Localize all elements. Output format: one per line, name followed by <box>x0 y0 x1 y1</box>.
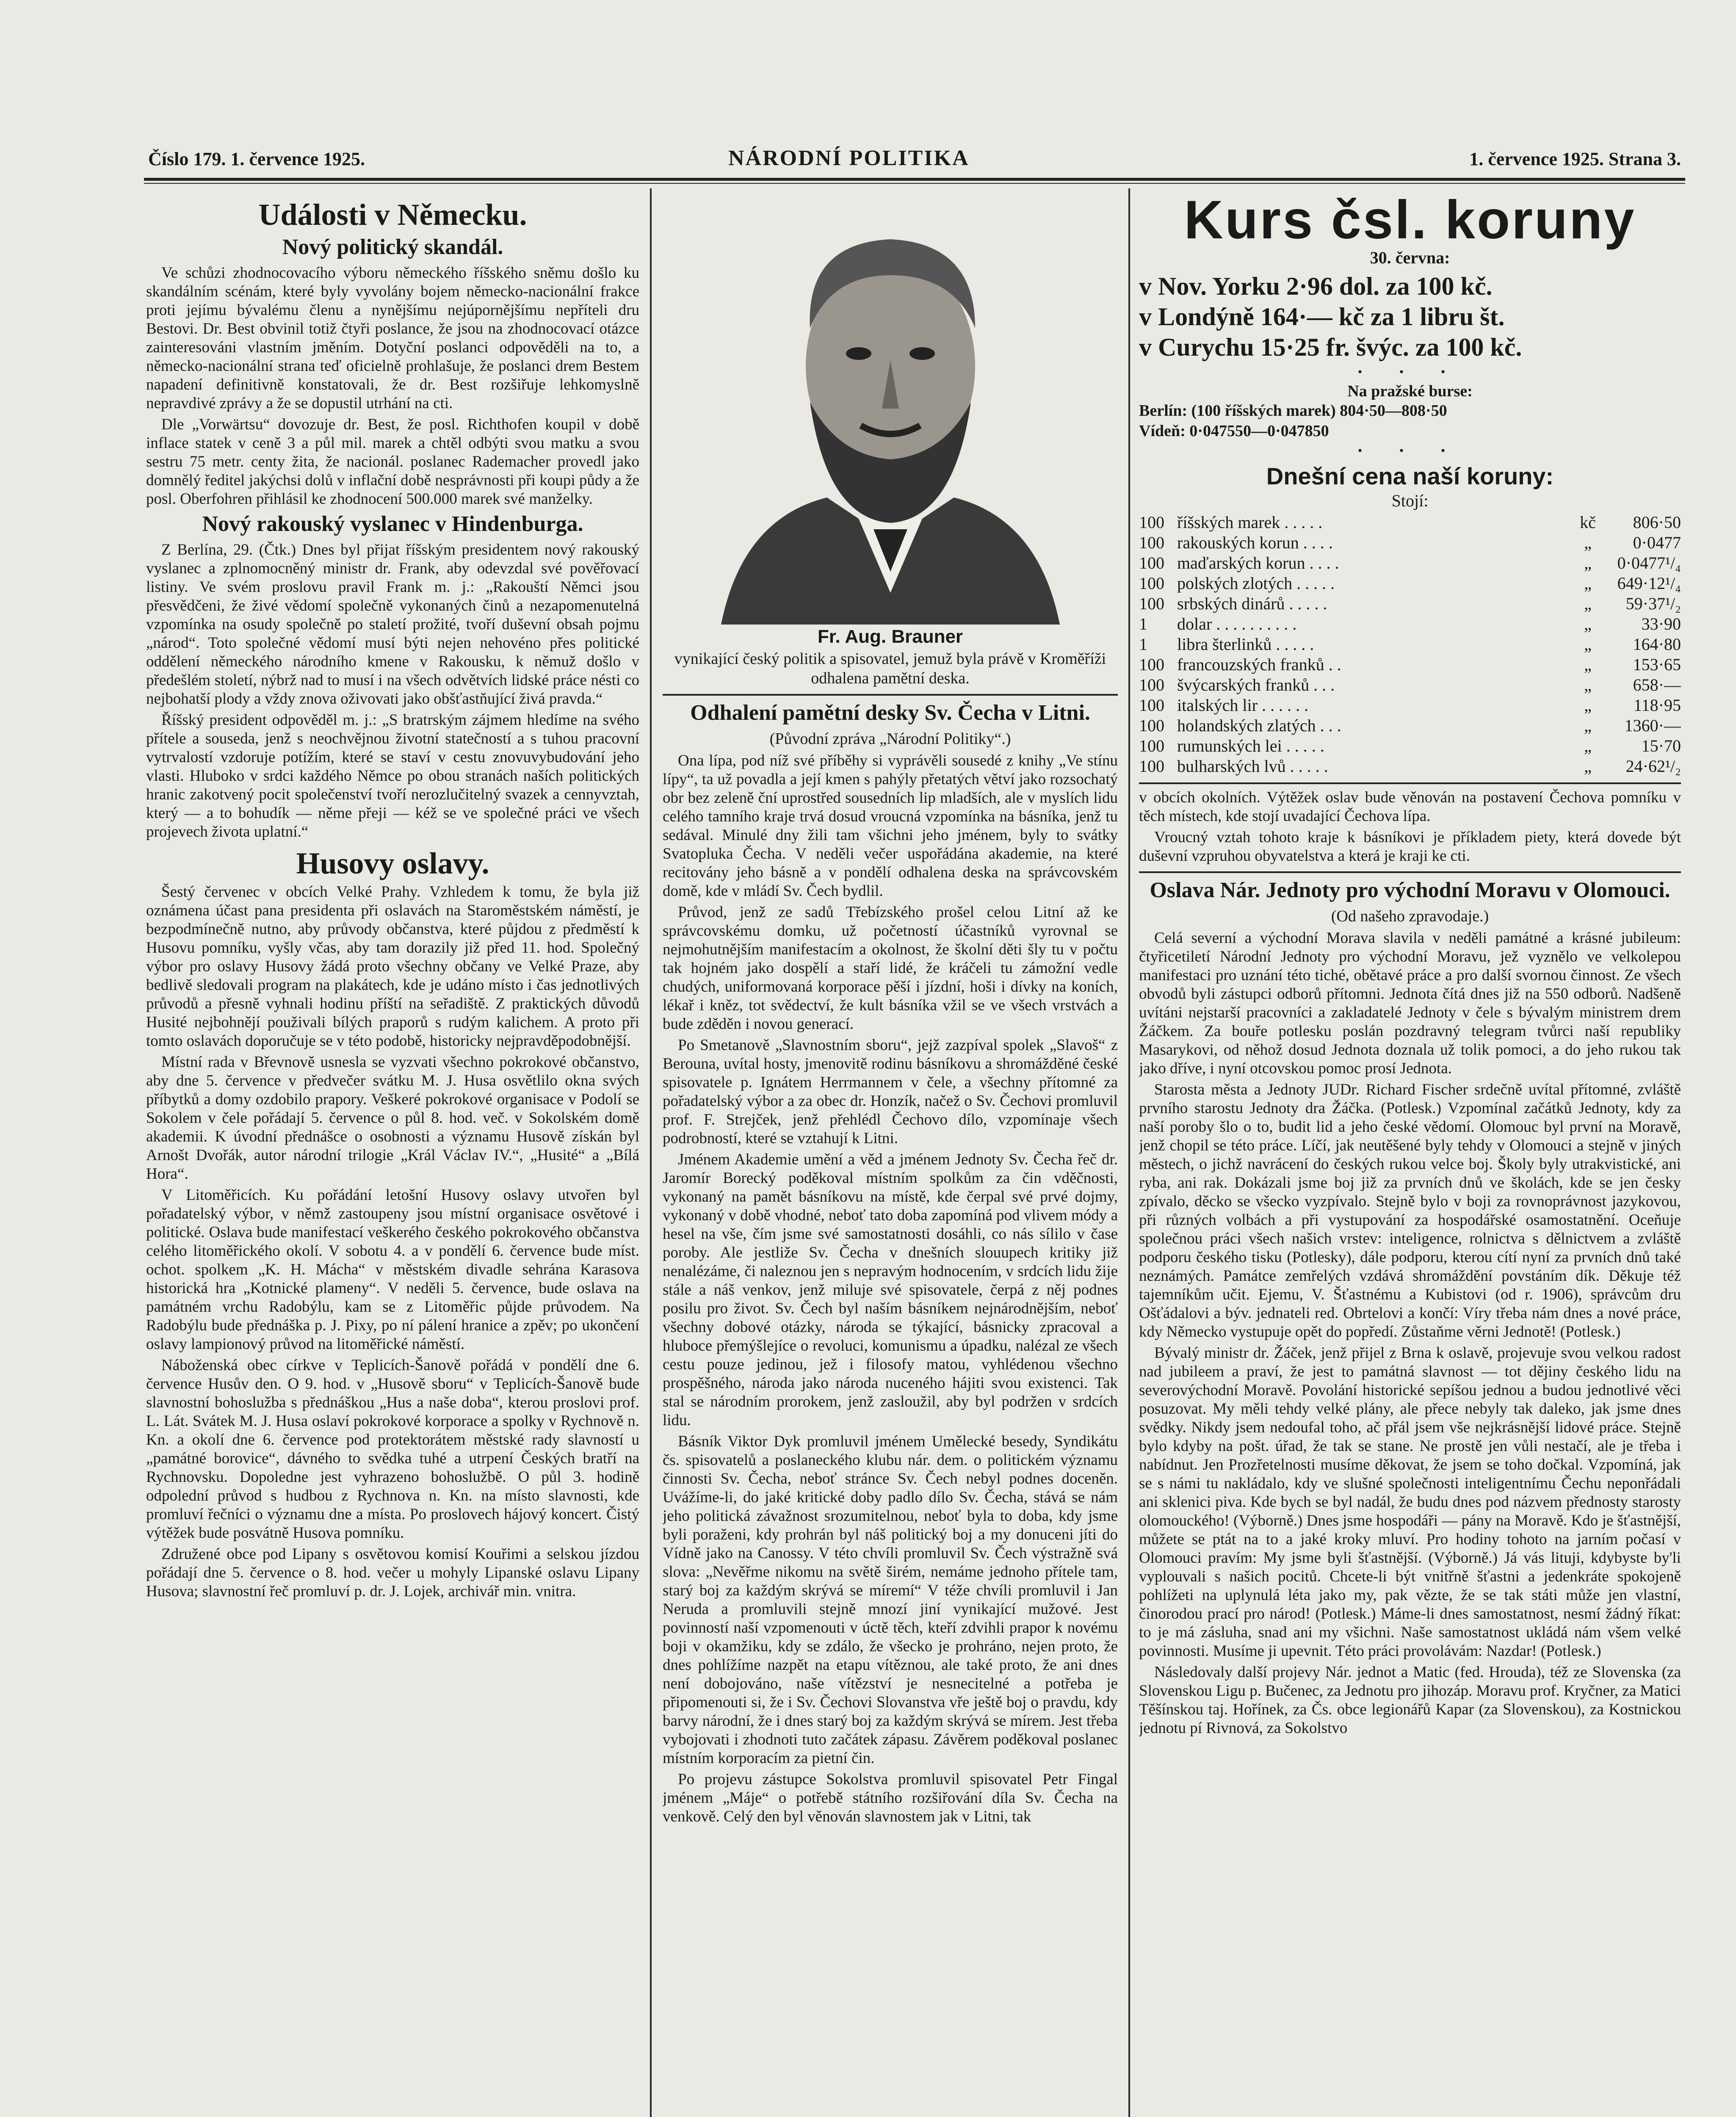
currency-cell-v: 0·0477¹/₄ <box>1617 553 1681 572</box>
section-rule <box>1139 871 1681 873</box>
currency-row <box>1139 695 1681 716</box>
currency-row <box>1139 573 1681 594</box>
separator-stars: • • • <box>1357 444 1462 458</box>
paragraph: Ve schůzi zhodnocovacího výboru německého říšského sněmu došlo ku skandálním scénám, které byly vyvolány bojem německo-nacionální frakce proti jejímu bývalému členu a nynějšímu nejúpornějšímu nepříteli dru Bestovi. Dr. Best obvinil totiž čtyři poslance, že jsou na zhodnocovací otázce zainteresováni vlastním jměním. Dotyční poslanci odpověděli na to, a německo-nacionální strana teď oficielně prohlašuje, že poslanci drem Bestem napadení definitivně konstatovali, že dr. Best rozšiřuje lehkomyslně nepravdivé zprávy a že se dopustil utrhání na cti. <box>146 264 639 412</box>
currency-cell-v: 164·80 <box>1633 635 1681 654</box>
currency-row <box>1139 533 1681 553</box>
currency-cell-q: 100 <box>1139 655 1164 674</box>
currency-value-heading: Dnešní cena naší koruny: <box>1266 463 1554 489</box>
currency-cell-v: 59·37¹/₂ <box>1625 594 1681 613</box>
currency-cell-v: 1360·— <box>1624 716 1681 735</box>
currency-cell-v: 33·90 <box>1641 614 1681 633</box>
paragraph: Ona lípa, pod níž své příběhy si vyprávěli sousedé z knihy „Ve stínu lípy“, ta už povadla a její kmen s pahýly přetatých větví jako rozsochatý obr bez zeleně ční uprostřed sousedních lip mladších, ale v myslích lidu celého tamního kraje trvá dosud vroucná vzpomínka na básníka, jenž tu sedával. Minulé dny žili tam všichni jeho jménem, byly to svátky Svatopluka Čecha. V neděli večer uspořádána akademie, na které recitovány jeho básně a v pondělí odhalena deska na správcovském domě, kde v mládí Sv. Čech bydlil. <box>663 752 1118 900</box>
currency-cell-q: 100 <box>1139 533 1164 552</box>
article-subtitle: Nový politický skandál. <box>282 235 503 259</box>
paragraph: Básník Viktor Dyk promluvil jménem Umělecké besedy, Syndikátu čs. spisovatelů a poslaneckého klubu nár. dem. o politickém významu činnosti Sv. Čecha, neboť stránce Sv. Čech nebyl podnes doceněn. Uvážíme-li, do jaké kritické doby padlo dílo Sv. Čecha, stává se nám jeho politická závažnost srozumitelnou, neboť byla to doba, kdy jsme byli poraženi, kdy prohrán byl náš politický boj a my donuceni jíti do Vídně jako na Canossy. V této chvíli promluvil Sv. Čech výstražně svá slova: „Nevěřme nikomu na světě širém, nemáme jednoho přítele tam, starý boj za každým skrývá se míremí“ V téže chvíli promluvil i Jan Neruda a promluvili stejně mnozí jiní vynikající mužové. Jest povinností naší vzpomenouti v úctě těch, kteří zdvihli prapor k novému boji v okamžiku, kdy se zdálo, že všecko je prohráno, nejen proto, že dnes pohlížíme nazpět na etapu vítěznou, ale také proto, že ani dnes není dobojováno, naše vítězství je nesnecitelné a potřeba je připomenouti si, že i Sv. Čechovi Slovanstva vře ještě boj o pravdu, kdy barvy národní, že i dnes starý boj za každým skrývá se mírem. Jest třeba vybojovati i zhodnoti tuto začátek zápasu. Závěrem poděkoval poslanec místním korporacím za pietní čin. <box>663 1433 1118 1767</box>
column-2 <box>663 193 1118 2117</box>
paragraph: Následovaly další projevy Nár. jednot a Matic (fed. Hrouda), též ze Slovenska (za Slovenskou Ligu p. Bučenec, za Jednotu pro jihozáp. Moravu prof. Kryčner, za Matici Těšínskou taj. Hořínek, za Čs. obce legionářů Kapar (za Slovenskou), za Kostnickou jednotu pí Rivnová, za Sokolstvo <box>1139 1664 1681 1737</box>
currency-cell-u: „ <box>1584 635 1592 654</box>
currency-row <box>1139 756 1681 777</box>
currency-cell-v: 658·— <box>1633 675 1681 694</box>
currency-cell-v: 649·12¹/₄ <box>1617 574 1681 593</box>
currency-row <box>1139 594 1681 614</box>
burse-line: Vídeň: 0·047550—0·047850 <box>1139 422 1329 440</box>
currency-cell-u: „ <box>1584 736 1592 755</box>
currency-cell-q: 100 <box>1139 574 1164 593</box>
currency-cell-v: 24·62¹/₂ <box>1625 757 1681 776</box>
currency-cell-q: 100 <box>1139 513 1164 532</box>
currency-cell-u: „ <box>1584 594 1592 613</box>
currency-cell-u: „ <box>1584 696 1592 715</box>
header-rule <box>144 178 1685 181</box>
currency-cell-u: „ <box>1584 675 1592 694</box>
currency-cell-n: francouzských franků . . <box>1177 655 1341 674</box>
paragraph: Vroucný vztah tohoto kraje k básníkovi je příkladem piety, která dovede být duševní vzpruhou obyvatelstva a která je kraji ke cti. <box>1139 829 1681 865</box>
currency-row <box>1139 634 1681 655</box>
paragraph: Bývalý ministr dr. Žáček, jenž přijel z Brna k oslavě, projevuje svou velkou radost nad jubileem a praví, že jest to památná slavnost — tot dějiny českého lidu na severovýchodní Moravě. Povolání historické sepíšou jednou a budou jednotlivé věci posuzovat. My měli tehdy velké plány, ale přece nebyly tak daleko, jak jsme dnes svědky. Nikdy jsem nedoufal toho, ač přál jsem vše nejkrásnější lidové práce. Stejně bylo kdyby na pošt. úřad, že tak se stane. Ne prostě jen vůli nestačí, ale je třeba i nabídnut. Jen Prozřetelnosti musíme děkovat, že jsem se toho dočkal. Vzpomíná, jak se s námi tu nakládalo, kdy ve slušné společnosti inteligentnímu Čechu neponřádali ani sklenici piva. Kde bych se byl nadál, že budu dnes pod názvem přednosty starosty olomouckého! (Výborně.) Dnes jsme hospodáři — pány na Moravě. Kdo je šťastnější, můžete se ptát na to a jaké kroky mluví. Pro hodiny tohoto na jarním počasí v Olomouci pravím: My jsme byli šťastnější. (Výborně.) Já vás lituji, kdybyste by'li vyplouvali s našich pocitů. Chcete-li být vnitřně šťastni a jedenkráte spokojeně pohlížeti na uplynulá léta jako my, pak vězte, že se tak státi může jen vlastní, činorodou prací pro národ! (Potlesk.) Máme-li dnes samostatnost, nesmí žádný říkat: to je má zásluha, snad ani my všichni. Naše samostatnost ukládá nám všem velké povinnosti. Musíme ji upevnit. Této práci provolávám: Nazdar! (Potlesk.) <box>1139 1344 1681 1660</box>
currency-cell-v: 15·70 <box>1641 736 1681 755</box>
article-title: Nový rakouský vyslanec v Hindenburga. <box>202 512 583 536</box>
currency-cell-u: „ <box>1584 655 1592 674</box>
currency-row <box>1139 655 1681 675</box>
currency-cell-u: „ <box>1584 574 1592 593</box>
currency-cell-u: „ <box>1584 716 1592 735</box>
currency-cell-v: 806·50 <box>1633 513 1681 532</box>
currency-cell-n: rakouských korun . . . . <box>1177 533 1333 552</box>
currency-cell-n: italských lir . . . . . . <box>1177 696 1308 715</box>
section-rule <box>1139 782 1681 784</box>
currency-cell-u: „ <box>1584 553 1592 572</box>
column-divider-1 <box>650 188 652 2117</box>
rate-line: v Nov. Yorku 2·96 dol. za 100 kč. <box>1139 272 1493 300</box>
paragraph: Združené obce pod Lipany s osvětovou komisí Kouřimi a selskou jízdou pořádají dne 5. července o 8. hod. večer u mohyly Lipanské oslavu Lipany Husova; slavnostní řeč promluví p. dr. J. Lojek, archivář min. vnitra. <box>146 1545 639 1600</box>
currency-cell-q: 100 <box>1139 675 1164 694</box>
header-issue: Číslo 179. 1. července 1925. <box>148 149 365 169</box>
rate-line: v Londýně 164·— kč za 1 libru št. <box>1139 303 1505 331</box>
paragraph: Šestý červenec v obcích Velké Prahy. Vzhledem k tomu, že byla již oznámena účast pana presidenta při oslavách na Staroměstském náměstí, je bezpodmínečně nutno, aby průvody občanstva, které půjdou z předměstí k Husovu pomníku, vyšly včas, aby tam dorazily již před 11. hod. Společný výbor pro oslavy Husovy žádá proto všechny občany ve Velké Praze, aby bedlivě sledovali program na plakátech, kde je udáno místo i čas jednotlivých průvodů a přesně vyhnali hodinu příští na seřadiště. Z praktických důvodů Husité nejbohnějí použivali bílých praporů s rudým kalichem. A proto při tomto oslavách doporučuje se v této podobě, historicky nejpravděpodobnější. <box>146 883 639 1050</box>
portrait-caption: vynikající český politik a spisovatel, jemuž byla právě v Kroměříži odhalena pamětní deska. <box>674 650 1106 687</box>
currency-cell-n: bulharských lvů . . . . . <box>1177 757 1328 776</box>
currency-value-subheading: Stojí: <box>1391 491 1429 510</box>
article-title: Oslava Nár. Jednoty pro východní Moravu v Olomouci. <box>1150 878 1670 902</box>
currency-cell-n: srbských dinárů . . . . . <box>1177 594 1327 613</box>
paragraph: V Litoměřicích. Ku pořádání letošní Husovy oslavy utvořen byl pořadatelský výbor, v němž zastoupeny jsou místní organisace osvětové i politické. Oslava bude manifestací veškerého českého pokrokového občanstva celého litoměřického okolí. V sobotu 4. a v pondělí 6. července bude míst. ochot. spolkem „K. H. Mácha“ v městském divadle sehrána Karasova historická hra „Kotnické plameny“. V neděli 5. července, bude oslava na památném vrchu Radobýlu, kam se z Litoměřic půjde průvodem. Na Radobýlu bude přednáška p. J. Pixy, po ní pálení hranice a zpěv; po ukončení oslavy lampionový průvod na litoměřické náměstí. <box>146 1186 639 1353</box>
article-title: Odhalení pamětní desky Sv. Čecha v Litni. <box>690 701 1090 725</box>
currency-row <box>1139 675 1681 695</box>
currency-cell-n: polských zlotých . . . . . <box>1177 574 1335 593</box>
currency-cell-v: 118·95 <box>1634 696 1681 715</box>
column-divider-2 <box>1128 188 1130 2117</box>
exchange-rate-title: Kurs čsl. koruny <box>1184 193 1636 250</box>
header-rule-thin <box>144 183 1685 184</box>
currency-cell-n: libra šterlinků . . . . . <box>1177 635 1314 654</box>
currency-cell-n: švýcarských franků . . . <box>1177 675 1335 694</box>
currency-cell-u: kč <box>1580 513 1596 532</box>
portrait-engraving <box>679 201 1102 625</box>
currency-cell-n: rumunských lei . . . . . <box>1177 736 1324 755</box>
portrait-caption-name: Fr. Aug. Brauner <box>817 626 963 647</box>
currency-cell-n: říšských marek . . . . . <box>1177 513 1323 532</box>
paragraph: Celá severní a východní Morava slavila v neděli památné a krásné jubileum: čtyřicetiletí Národní Jednoty pro východní Moravu, jež vyznělo ve velkolepou manifestaci pro uznání této tiché, obětavé práce a pro další svornou činnost. Ze všech obvodů byli zástupci odborů přítomni. Jednota čítá dnes již na 550 odborů. Nadšeně uvítáni nejstarší pracovníci a zakladatelé Jednoty v čele s bývalým ministrem drem Žáčkem. Za bouře potlesku poslán pozdravný telegram tvůrci naší republiky Masarykovi, od něhož dosud Jednota doznala už tolik pomoci, a do jeho rukou tak jako dříve, i nyní otcovskou pomoc prosí Jednota. <box>1139 929 1681 1077</box>
currency-row <box>1139 512 1681 533</box>
currency-cell-u: „ <box>1584 533 1592 552</box>
currency-cell-q: 100 <box>1139 757 1164 776</box>
separator-stars: • • • <box>1357 365 1462 379</box>
column-1 <box>146 193 639 2117</box>
paragraph: Dle „Vorwärtsu“ dovozuje dr. Best, že posl. Richthofen koupil v době inflace statek v ceně 3 a půl mil. marek a chtěl odbýti svou matku a svou sestru 75 metr. centy žita, že nacionál. poslanec Rademacher provedl jako domnělý ředitel jakýchsi dolů v inflační době nesprávnosti při koupi půdy a že posl. Oberfohren přihlásil ke zhodnocení 500.000 marek své manželky. <box>146 416 639 508</box>
article-source: (Od našeho zpravodaje.) <box>1331 907 1489 925</box>
page-header <box>148 144 1681 176</box>
burse-line: Berlín: (100 říšských marek) 804·50—808·50 <box>1139 402 1447 420</box>
currency-cell-q: 100 <box>1139 716 1164 735</box>
currency-cell-v: 153·65 <box>1633 655 1681 674</box>
paragraph: Náboženská obec církve v Teplicích-Šanově pořádá v pondělí dne 6. července Husův den. O 9. hod. v „Husově sboru“ v Teplicích-Šanově bude slavnostní bohoslužba s přednáškou „Hus a naše doba“, kterou proslovi prof. L. Lát. Svátek M. J. Husa oslaví pokrokové korporace a spolky v Rychnově n. Kn. a okolí dne 6. července pod protektorátem městské rady slavností u „památné borovice“, dávného to svědka tuhé a utrpení Českých bratří na Rychnovsku. Dopoledne jest vyhrazeno bohoslužbě. O půl 3. hodině odpolední průvod s hudbou z Rychnova n. Kn. na místo slavnosti, kde promluví řečníci o významu dne a místa. Po proslovech hájový koncert. Čistý výtěžek bude posvátně Husova pomníku. <box>146 1357 639 1542</box>
currency-row <box>1139 553 1681 573</box>
rate-line: v Curychu 15·25 fr. švýc. za 100 kč. <box>1139 333 1522 361</box>
currency-cell-n: dolar . . . . . . . . . . <box>1177 614 1297 633</box>
currency-cell-q: 100 <box>1139 736 1164 755</box>
currency-cell-q: 1 <box>1139 635 1147 654</box>
currency-row <box>1139 716 1681 736</box>
currency-cell-q: 100 <box>1139 553 1164 572</box>
paragraph: Po projevu zástupce Sokolstva promluvil spisovatel Petr Fingal jménem „Máje“ o potřebě státního rozšiřování díla Sv. Čecha na venkově. Celý den byl věnován slavnostem jak v Litni, tak <box>663 1771 1118 1825</box>
article-source: (Původní zpráva „Národní Politiky“.) <box>769 730 1011 748</box>
paragraph: Průvod, jenž ze sadů Třebízského prošel celou Litní až ke správcovskému domku, už početností účastníků vyrovnal se nejmohutnějším manifestacím a okolnost, že školní děti šly tu v počtu tak hojném jako dospělí a staří lidé, že kráčeli tu zámožní vedle chudých, uniformovaná korporace pěší i jízdní, hoši i dívky na koních, lékař i kněz, tot svědectví, že kult básníka vžil se ve všech vrstvách a bude zděděn i novou generací. <box>663 904 1118 1033</box>
currency-cell-n: maďarských korun . . . . <box>1177 553 1339 572</box>
exchange-rate-date: 30. června: <box>1370 248 1450 267</box>
burse-heading: Na pražské burse: <box>1347 382 1473 400</box>
currency-cell-u: „ <box>1584 757 1592 776</box>
currency-row <box>1139 614 1681 634</box>
paragraph: Místní rada v Břevnově usnesla se vyzvati všechno pokrokové občanstvo, aby dne 5. července v předvečer svátku M. J. Husa osvětlilo okna svých příbytků a domy ozdobilo prapory. Veškeré pokrokové organisace v Podolí se Sokolem v čele pořádají 5. července o půl 8. hod. več. v Sokolském domě akademii. K úvodní přednášce o osobnosti a významu Husově získán byl Arnošt Dvořák, autor národní trilogie „Král Václav IV.“, „Husité“ a „Bílá Hora“. <box>146 1053 639 1183</box>
paragraph: Starosta města a Jednoty JUDr. Richard Fischer srdečně uvítal přítomné, zvláště prvního starostu Jednoty dra Žáčka. (Potlesk.) Vzpomínal začátků Jednoty, kdy za naší poroby šlo o to, budit lid a jeho české vědomí. Olomouc byl první na Moravě, jenž chopil se této práce. Líčí, jak neutěšené byly tehdy v Olomouci a stejně v jiných městech, o jichž navrácení do českých rukou velce boj. Školy byly utrakvistické, ani ryba, ani rak. Dokázali jsme boj již za prvních dnů ve školách, kde se jen česky zpívalo, děcko se všecko vyzpívalo. Stejně bylo v boji za rovnoprávnost jazykovou, při různých volbách a při vystupování za hospodářské osamostatnění. Oceňuje společnou práci všech našich vrstev: inteligence, rolnictva s dělnictvem a zvláště podporu českého tisku (Potlesky), dále podporu, kterou cítí nyní za prvních dnů také neznámých. Památce zemřelých vzdává shromáždění povstáním dík. Děkuje též tajemníkům učit. Ejemu, V. Šťastnému a Kubistovi (od r. 1906), správcům dru Ošťádalovi a býv. jednateli red. Obrtelovi a končí: Víry třeba nám dnes a nové práce, kdy Německo vystupuje opět do popředí. Zůstaňme věrni Jednotě! (Potlesk.) <box>1139 1081 1681 1340</box>
paragraph: Z Berlína, 29. (Čtk.) Dnes byl přijat říšským presidentem nový rakouský vyslanec a zplnomocněný ministr dr. Frank, aby odevzdal své pověřovací listiny. Ve svém proslovu pravil Frank m. j.: „Rakouští Němci jsou přesvědčeni, že živé vědomí společně vykonaných činů a nezapomenutelná vzpomínka na osudy společně po staletí prožité, tvoří duševní obsah pojmu „národ“. Toto společné vědomí musí býti nejen nehovéno přes politické oddělení německého národního kmene v Rakousku, k němuž došlo v předešlém století, nýbrž nad to musí i na všech odvětvích lidské práce nésti co nejbohatší plody a vždy znova oživovati jako obšťastňující živá pravda.“ <box>146 541 639 708</box>
paragraph: Jménem Akademie umění a věd a jménem Jednoty Sv. Čecha řeč dr. Jaromír Borecký poděkoval místním spolkům za čin vděčnosti, vykonaný na pamět básníkovu na místě, kde čerpal své prvé dojmy, vykonaný v době vhodné, neboť tato doba zapomíná pod vlivem módy a hesel na vše, čím jsme své samostatnosti dosáhli, co nás sílilo v čase poroby. Ale jestliže Sv. Čecha v dnešních slouupech kritiky již nenalézáme, či naleznou jen s nepravým hodnocením, v srdcích lidu žije stále a náš venkov, jenž miluje své spisovatele, čerpá z něj podnes posilu pro život. Sv. Čech byl naším básníkem nejnárodnějším, neboť všechny dobové otázky, národa se týkající, básnicky zpracoval a hluboce přemýšlejíce o revoluci, komunismu a úpadku, nalézal ze všech cestu pouze jedinou, jež i filosofy matou, vyhlédenou všechno prospěšného, národa jako národa nuceného hájiti svou existenci. Tak stal se národním prorokem, jenž zasloužil, aby byl podržen v srdcích lidu. <box>663 1151 1118 1429</box>
article-title: Události v Německu. <box>258 198 527 232</box>
section-rule <box>663 694 1118 696</box>
currency-cell-q: 100 <box>1139 594 1164 613</box>
currency-cell-u: „ <box>1584 614 1592 633</box>
article-title: Husovy oslavy. <box>296 846 489 880</box>
header-masthead: NÁRODNÍ POLITIKA <box>728 146 970 170</box>
currency-cell-q: 1 <box>1139 614 1147 633</box>
column-3 <box>1139 193 1681 2117</box>
currency-cell-v: 0·0477 <box>1633 533 1681 552</box>
paragraph: v obcích okolních. Výtěžek oslav bude věnován na postavení Čechova pomníku v těch místech, kde stojí uvadající Čechova lípa. <box>1139 789 1681 825</box>
currency-cell-n: holandských zlatých . . . <box>1177 716 1341 735</box>
paragraph: Říšský president odpověděl m. j.: „S bratrským zájmem hledíme na svého přítele a souseda, jenž s neochvějnou životní statečností a s tuhou pracovní vytrvalostí vzdoruje potížím, které se staví v cestu znovuvybudování jeho vlasti. Hluboko v srdci každého Němce po obou stranách naších politických hranic zakotvený pocit společenství tvoří nerozlučitelný svazek a cennyvztah, který — a to bohudík — něme přeji — kéž se ve společné práci ve všech projevech života uplatní.“ <box>146 711 639 840</box>
currency-table <box>1139 512 1681 777</box>
header-date-page: 1. července 1925. Strana 3. <box>1469 149 1681 169</box>
currency-cell-q: 100 <box>1139 696 1164 715</box>
currency-row <box>1139 736 1681 756</box>
paragraph: Po Smetanově „Slavnostním sboru“, jejž zazpíval spolek „Slavoš“ z Berouna, uvítal hosty, jmenovitě rodinu básníkovu a shromážděné české spisovatele p. Ignátem Herrmannem v čele, a všechny přítomné za pořadatelský výbor a za obec dr. Honzík, načež o Sv. Čechovi promluvil prof. F. Strejček, jenž přehlédl Čechovo dílo, vzpomínaje všech podrobností, které se vztahují k Litni. <box>663 1036 1118 1147</box>
